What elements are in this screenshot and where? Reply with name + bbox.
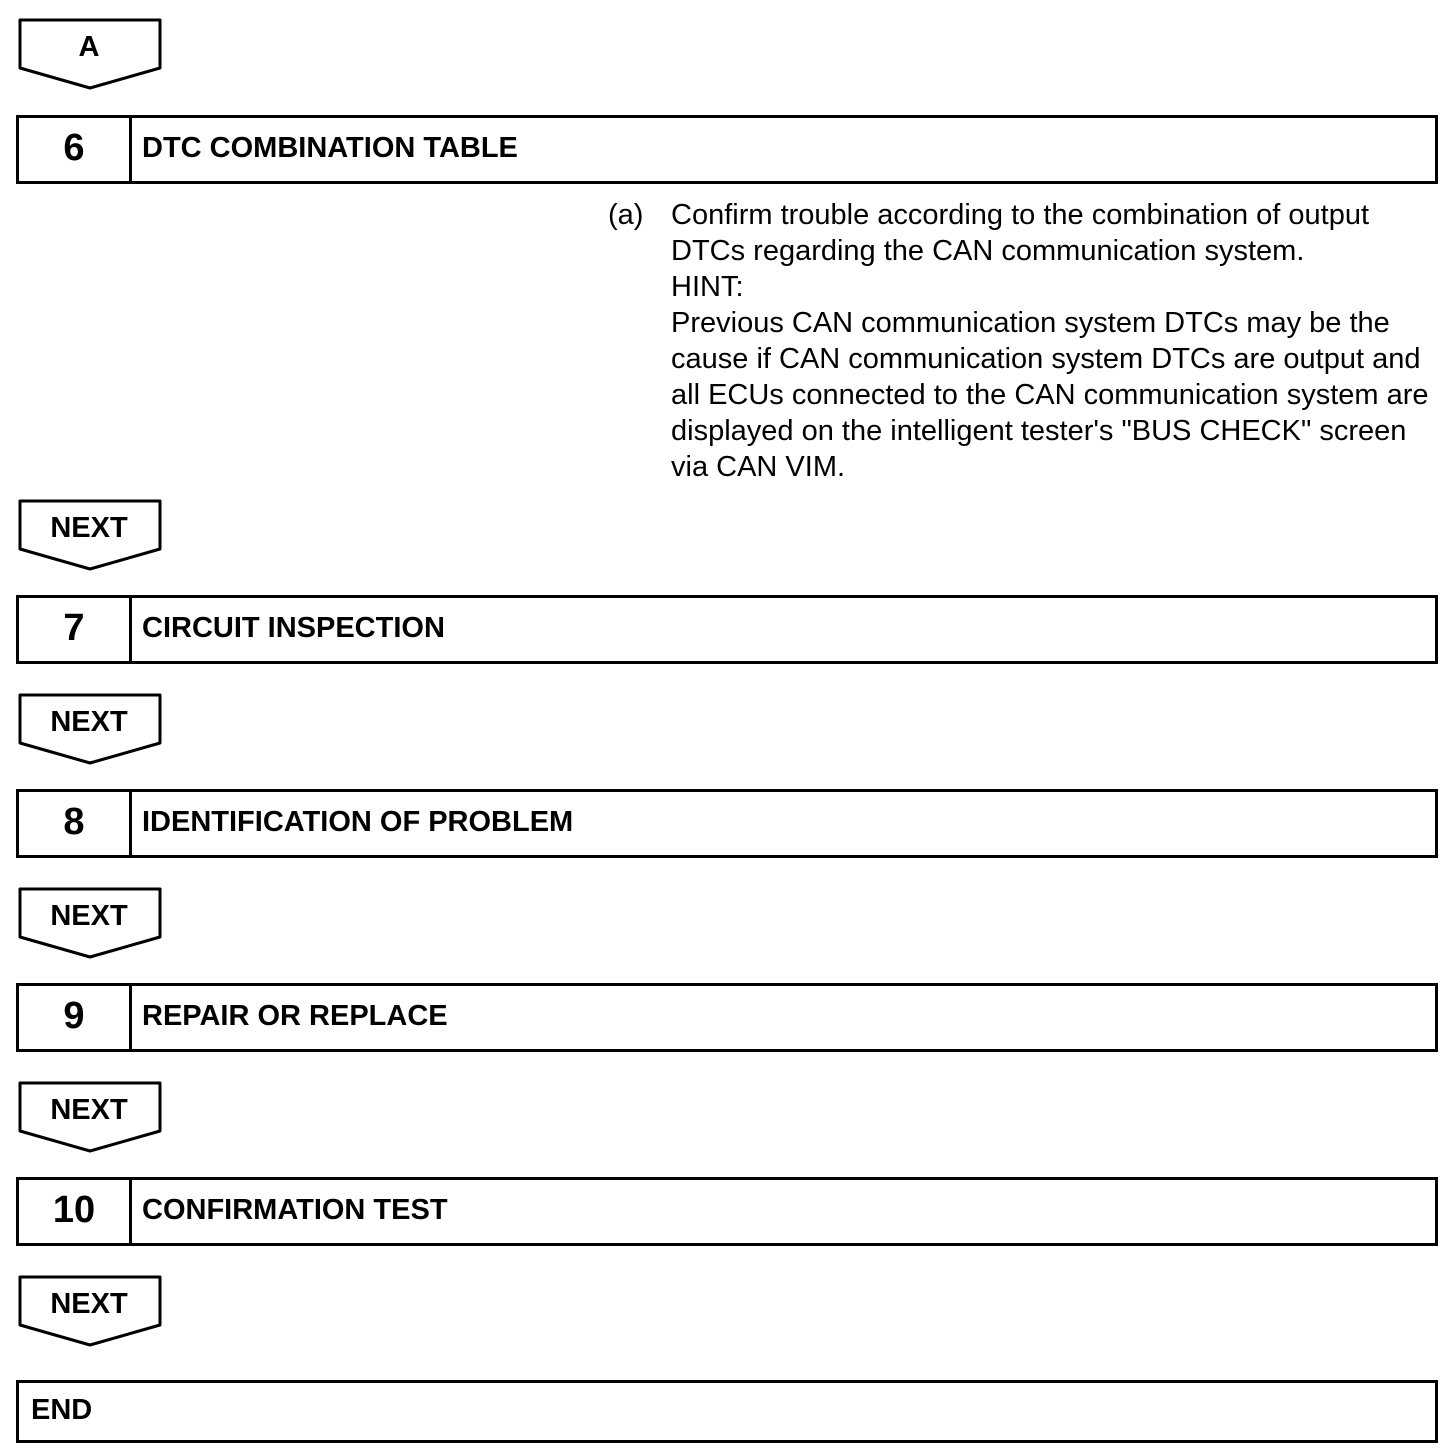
end-label: END <box>31 1394 93 1426</box>
step-number: 9 <box>19 986 132 1049</box>
next-label: NEXT <box>50 512 128 544</box>
step-title: REPAIR OR REPLACE <box>142 1000 448 1032</box>
hint-text: Previous CAN communication system DTCs may be the cause if CAN communication system DTCs are output and all ECUs connected to the CAN communication system are displayed on the intelligent tester's "BUS CHECK" screen via CAN VIM. <box>671 307 1429 483</box>
step-title: DTC COMBINATION TABLE <box>142 132 518 164</box>
hint-label: HINT: <box>671 271 744 303</box>
next-arrow <box>18 693 162 765</box>
next-label: NEXT <box>50 1288 128 1320</box>
step-number: 8 <box>19 792 132 855</box>
note-text: Confirm trouble according to the combination of output DTCs regarding the CAN communication system. <box>671 199 1370 267</box>
connector-a-label: A <box>78 31 100 63</box>
step-9-box <box>16 983 1438 1052</box>
next-arrow <box>18 887 162 959</box>
next-label: NEXT <box>50 900 128 932</box>
step-number: 7 <box>19 598 132 661</box>
step-title: CONFIRMATION TEST <box>142 1194 448 1226</box>
note-body <box>671 197 1438 485</box>
step-6-box <box>16 115 1438 184</box>
step-title: IDENTIFICATION OF PROBLEM <box>142 806 574 838</box>
next-arrow <box>18 1081 162 1153</box>
connector-a <box>18 18 162 90</box>
step-8-box <box>16 789 1438 858</box>
step-10-box <box>16 1177 1438 1246</box>
next-arrow <box>18 1275 162 1347</box>
step-number: 10 <box>19 1180 132 1243</box>
step-number: 6 <box>19 118 132 181</box>
next-arrow <box>18 499 162 571</box>
step-7-box <box>16 595 1438 664</box>
next-label: NEXT <box>50 1094 128 1126</box>
end-box <box>16 1380 1438 1443</box>
note-marker: (a) <box>608 199 644 231</box>
step-title: CIRCUIT INSPECTION <box>142 612 445 644</box>
next-label: NEXT <box>50 706 128 738</box>
